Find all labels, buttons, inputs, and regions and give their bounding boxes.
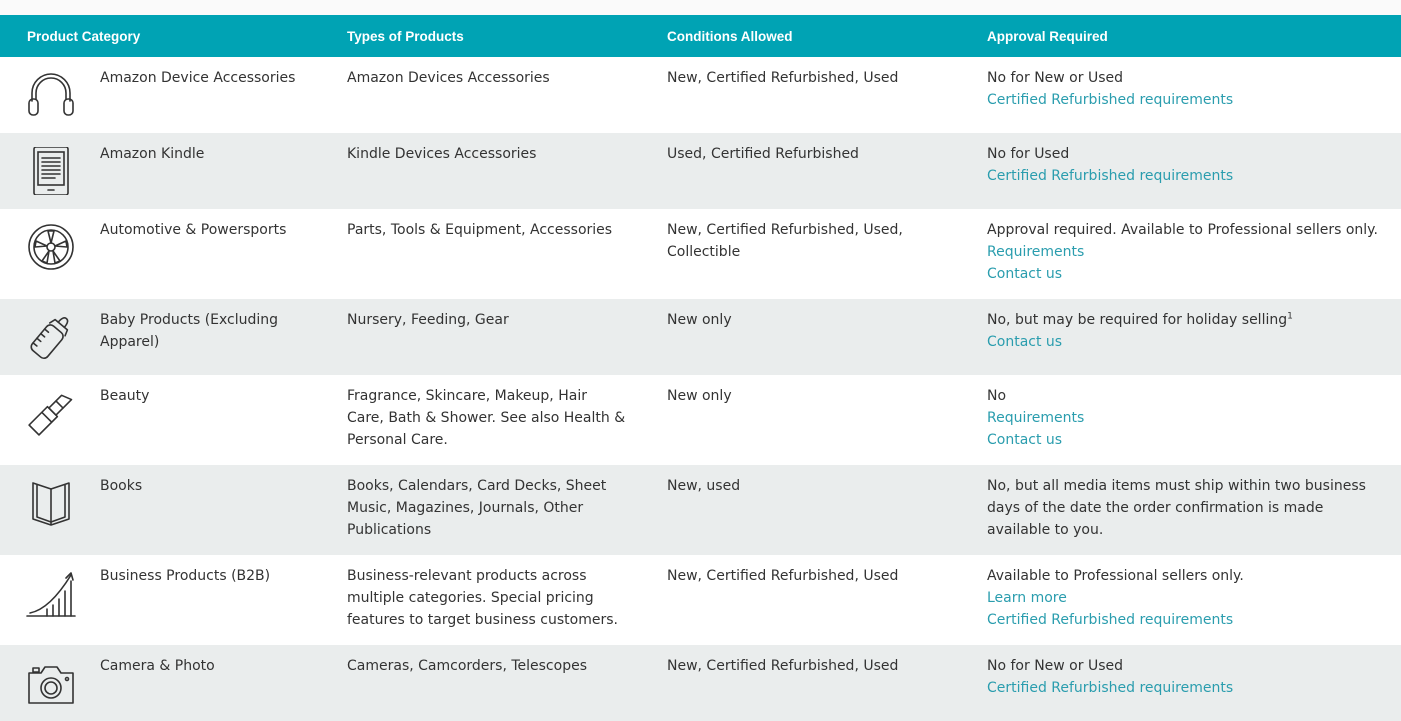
table-row — [0, 209, 1401, 299]
approval-text: No — [987, 388, 1007, 404]
types-text: Business-relevant products across multiple categories. Special pricing features to target business customers. — [347, 568, 618, 628]
conditions-cell — [647, 555, 967, 645]
conditions-cell — [647, 209, 967, 299]
contact-us-link[interactable]: Contact us — [987, 266, 1063, 282]
types-text: Amazon Devices Accessories — [347, 70, 550, 86]
category-cell — [0, 555, 327, 645]
types-text: Parts, Tools & Equipment, Accessories — [347, 222, 613, 238]
category-label: Books — [100, 478, 143, 494]
table-header — [0, 15, 1401, 57]
category-label: Beauty — [100, 388, 150, 404]
conditions-text: New, used — [667, 478, 741, 494]
table-row — [0, 555, 1401, 645]
types-cell — [327, 555, 647, 645]
approval-text: No for New or Used — [987, 658, 1123, 674]
category-cell — [0, 209, 327, 299]
conditions-cell — [647, 299, 967, 375]
approval-text: Available to Professional sellers only. — [987, 568, 1244, 584]
conditions-text: New, Certified Refurbished, Used — [667, 70, 899, 86]
types-cell — [327, 375, 647, 465]
certified-refurbished-requirements-link[interactable]: Certified Refurbished requirements — [987, 612, 1234, 628]
approval-text: No, but all media items must ship within two business days of the date the order confirmation is made available to you. — [987, 478, 1366, 538]
learn-more-link[interactable]: Learn more — [987, 590, 1067, 606]
category-label: Baby Products (Excluding Apparel) — [100, 312, 279, 350]
conditions-cell — [647, 133, 967, 209]
approval-text: No for New or Used — [987, 70, 1123, 86]
category-label: Automotive & Powersports — [100, 222, 287, 238]
contact-us-link[interactable]: Contact us — [987, 334, 1063, 350]
table-row — [0, 133, 1401, 209]
header-product-category: Product Category — [27, 28, 141, 44]
types-text: Books, Calendars, Card Decks, Sheet Music, Magazines, Journals, Other Publications — [347, 478, 607, 538]
approval-text: Approval required. Available to Professional sellers only. — [987, 222, 1378, 238]
table-row — [0, 57, 1401, 133]
conditions-text: New, Certified Refurbished, Used — [667, 568, 899, 584]
approval-cell — [967, 375, 1401, 465]
headphones-icon — [0, 71, 100, 119]
types-cell — [327, 299, 647, 375]
category-label: Camera & Photo — [100, 658, 215, 674]
approval-text: No, but may be required for holiday selling$^1$ — [987, 311, 1293, 328]
top-strip — [0, 0, 1401, 15]
conditions-text: New, Certified Refurbished, Used, Collectible — [667, 222, 903, 260]
types-cell — [327, 57, 647, 133]
conditions-text: Used, Certified Refurbished — [667, 146, 859, 162]
types-cell — [327, 465, 647, 555]
kindle-icon — [0, 147, 100, 195]
approval-text: No for Used — [987, 146, 1070, 162]
footnote-marker: 1 — [1287, 311, 1293, 322]
contact-us-link[interactable]: Contact us — [987, 432, 1063, 448]
table-row — [0, 465, 1401, 555]
category-cell — [0, 133, 327, 209]
requirements-link[interactable]: Requirements — [987, 410, 1085, 426]
camera-icon — [0, 659, 100, 707]
approval-cell — [967, 555, 1401, 645]
category-label: Amazon Kindle — [100, 146, 205, 162]
requirements-link[interactable]: Requirements — [987, 244, 1085, 260]
types-text: Fragrance, Skincare, Makeup, Hair Care, Bath & Shower. See also Health & Personal Care. — [347, 388, 626, 448]
types-text: Cameras, Camcorders, Telescopes — [347, 658, 587, 674]
conditions-text: New, Certified Refurbished, Used — [667, 658, 899, 674]
table-row — [0, 375, 1401, 465]
growth-chart-icon — [0, 569, 100, 617]
types-cell — [327, 209, 647, 299]
types-text: Nursery, Feeding, Gear — [347, 312, 509, 328]
header-approval-required: Approval Required — [987, 28, 1108, 44]
lipstick-icon — [0, 389, 100, 437]
baby-bottle-icon — [0, 313, 100, 361]
conditions-text: New only — [667, 388, 732, 404]
approval-cell — [967, 57, 1401, 133]
conditions-cell — [647, 57, 967, 133]
approval-cell — [967, 209, 1401, 299]
conditions-cell — [647, 375, 967, 465]
category-cell — [0, 375, 327, 465]
conditions-text: New only — [667, 312, 732, 328]
category-cell — [0, 57, 327, 133]
category-table — [0, 15, 1401, 721]
header-conditions-allowed: Conditions Allowed — [667, 28, 793, 44]
conditions-cell — [647, 465, 967, 555]
table-row — [0, 299, 1401, 375]
types-text: Kindle Devices Accessories — [347, 146, 537, 162]
category-cell — [0, 299, 327, 375]
category-label: Business Products (B2B) — [100, 568, 271, 584]
approval-cell — [967, 465, 1401, 555]
certified-refurbished-requirements-link[interactable]: Certified Refurbished requirements — [987, 168, 1234, 184]
certified-refurbished-requirements-link[interactable]: Certified Refurbished requirements — [987, 92, 1234, 108]
certified-refurbished-requirements-link[interactable]: Certified Refurbished requirements — [987, 680, 1234, 696]
book-icon — [0, 479, 100, 527]
approval-cell — [967, 299, 1401, 375]
category-label: Amazon Device Accessories — [100, 70, 296, 86]
category-cell — [0, 465, 327, 555]
wheel-icon — [0, 223, 100, 271]
approval-cell — [967, 133, 1401, 209]
types-cell — [327, 133, 647, 209]
header-types-of-products: Types of Products — [347, 28, 464, 44]
